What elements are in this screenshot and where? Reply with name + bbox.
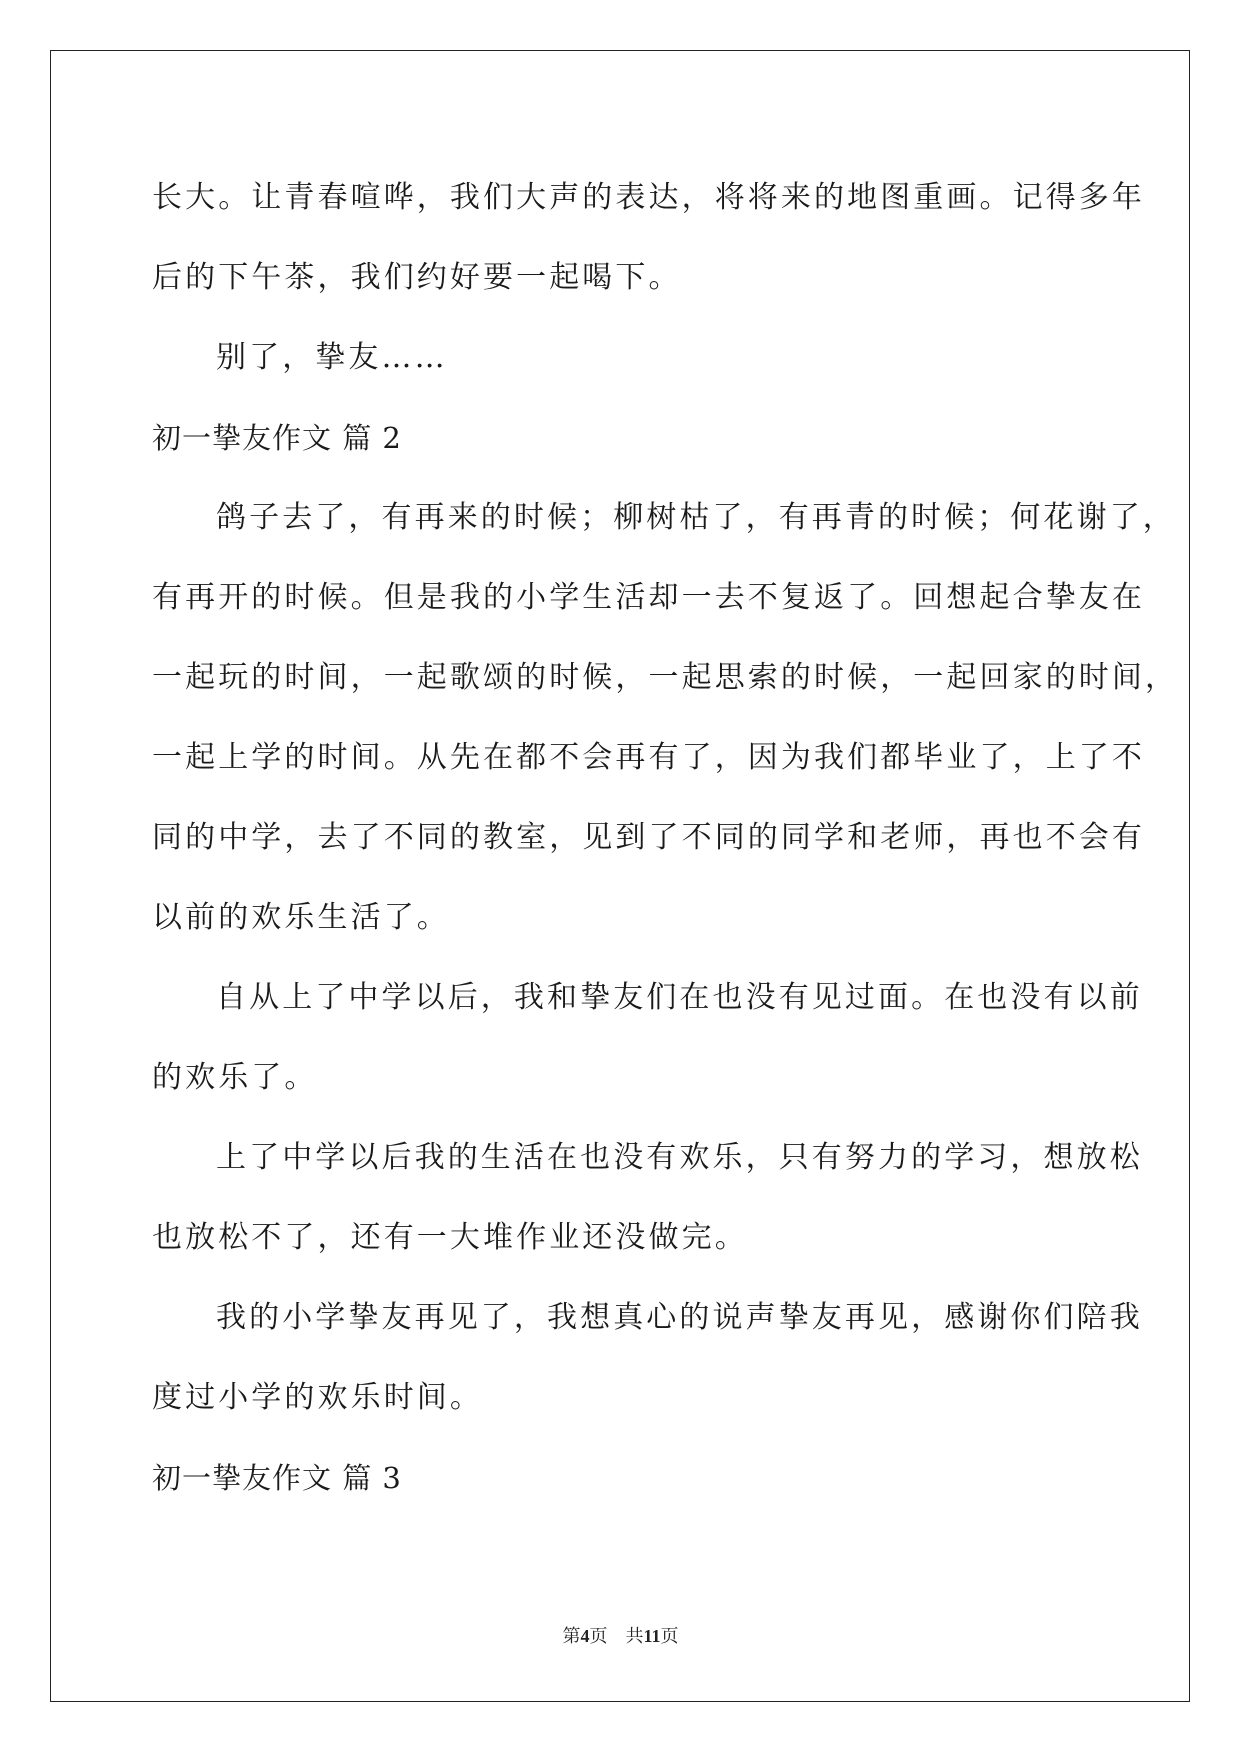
text-line: 长大。让青春喧哗，我们大声的表达，将将来的地图重画。记得多年 <box>152 180 1145 215</box>
text-line: 以前的欢乐生活了。 <box>152 900 450 935</box>
text-line: 有再开的时候。但是我的小学生活却一去不复返了。回想起合挚友在 <box>152 580 1145 615</box>
text-line: 一起玩的时间，一起歌颂的时候，一起思索的时候，一起回家的时间， <box>152 660 1179 695</box>
section-heading: 初一挚友作文 篇 2 <box>152 421 402 455</box>
paragraph-line: 上了中学以后我的生活在也没有欢乐，只有努力的学习，想放松 <box>216 1140 1143 1175</box>
paragraph-line: 别了，挚友…… <box>216 340 448 375</box>
document-body <box>152 158 1179 1518</box>
page-prefix: 第 <box>562 1626 581 1646</box>
paragraph-line: 鸽子去了，有再来的时候；柳树枯了，有再青的时候；何花谢了， <box>216 500 1176 535</box>
text-line: 也放松不了，还有一大堆作业还没做完。 <box>152 1220 748 1255</box>
total-pages: 11 <box>643 1626 661 1646</box>
page-number: 4 <box>580 1626 590 1646</box>
text-line: 同的中学，去了不同的教室，见到了不同的同学和老师，再也不会有 <box>152 820 1145 855</box>
text-line: 一起上学的时间。从先在都不会再有了，因为我们都毕业了，上了不 <box>152 740 1145 775</box>
text-line: 的欢乐了。 <box>152 1060 318 1095</box>
paragraph-line: 我的小学挚友再见了，我想真心的说声挚友再见，感谢你们陪我 <box>216 1300 1143 1335</box>
total-suffix: 页 <box>660 1626 679 1646</box>
section-heading: 初一挚友作文 篇 3 <box>152 1461 402 1495</box>
text-line: 后的下午茶，我们约好要一起喝下。 <box>152 260 682 295</box>
text-line: 度过小学的欢乐时间。 <box>152 1380 483 1415</box>
paragraph-line: 自从上了中学以后，我和挚友们在也没有见过面。在也没有以前 <box>216 980 1143 1015</box>
total-prefix: 共 <box>625 1626 644 1646</box>
page-footer <box>0 1622 1241 1648</box>
page-suffix: 页 <box>589 1626 608 1646</box>
